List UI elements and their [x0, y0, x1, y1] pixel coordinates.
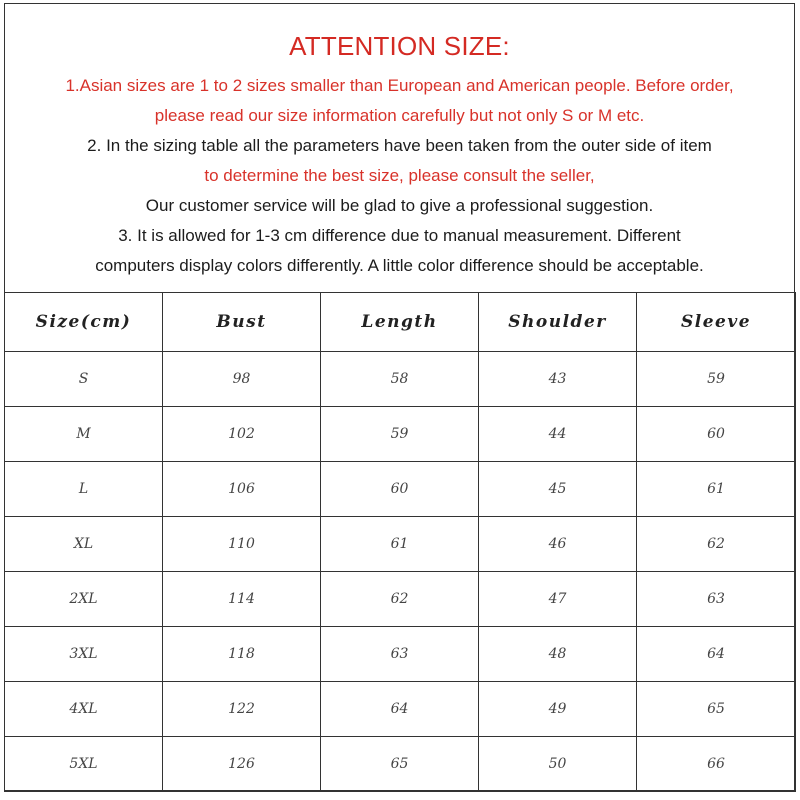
cell-length: 65: [321, 737, 479, 792]
cell-shoulder: 47: [479, 572, 637, 627]
table-row: [5, 737, 796, 792]
header-shoulder: Shoulder: [479, 293, 637, 352]
notice-line-6: 3. It is allowed for 1-3 cm difference due to manual measurement. Different: [118, 226, 681, 245]
cell-sleeve: 66: [637, 737, 796, 792]
cell-shoulder: 46: [479, 517, 637, 572]
table-header-row: [5, 293, 796, 352]
header-sleeve: Sleeve: [637, 293, 796, 352]
cell-sleeve: 64: [637, 627, 796, 682]
cell-length: 64: [321, 682, 479, 737]
cell-size: 4XL: [5, 682, 163, 737]
notice-line-3: 2. In the sizing table all the parameters have been taken from the outer side of item: [87, 136, 712, 155]
cell-length: 62: [321, 572, 479, 627]
cell-size: XL: [5, 517, 163, 572]
size-table: [4, 292, 796, 792]
cell-shoulder: 48: [479, 627, 637, 682]
table-row: [5, 352, 796, 407]
cell-length: 60: [321, 462, 479, 517]
cell-size: L: [5, 462, 163, 517]
header-size: Size(cm): [5, 293, 163, 352]
cell-size: 5XL: [5, 737, 163, 792]
cell-length: 63: [321, 627, 479, 682]
table-row: [5, 517, 796, 572]
cell-sleeve: 60: [637, 407, 796, 462]
cell-bust: 118: [163, 627, 321, 682]
cell-bust: 102: [163, 407, 321, 462]
cell-bust: 110: [163, 517, 321, 572]
cell-length: 58: [321, 352, 479, 407]
cell-length: 61: [321, 517, 479, 572]
notice-line-4: to determine the best size, please consult the seller,: [204, 166, 595, 185]
table-row: [5, 627, 796, 682]
cell-shoulder: 43: [479, 352, 637, 407]
cell-sleeve: 63: [637, 572, 796, 627]
table-row: [5, 462, 796, 517]
cell-bust: 106: [163, 462, 321, 517]
cell-size: S: [5, 352, 163, 407]
table-row: [5, 407, 796, 462]
table-body: [5, 352, 796, 792]
cell-bust: 126: [163, 737, 321, 792]
notice-title: ATTENTION SIZE:: [289, 31, 510, 61]
notice-line-2: please read our size information carefully but not only S or M etc.: [154, 106, 645, 125]
cell-length: 59: [321, 407, 479, 462]
notice-line-1: 1.Asian sizes are 1 to 2 sizes smaller than European and American people. Before order,: [65, 76, 734, 95]
cell-bust: 122: [163, 682, 321, 737]
cell-sleeve: 61: [637, 462, 796, 517]
cell-size: 3XL: [5, 627, 163, 682]
attention-notice: [5, 4, 794, 292]
cell-bust: 114: [163, 572, 321, 627]
cell-size: 2XL: [5, 572, 163, 627]
header-bust: Bust: [163, 293, 321, 352]
cell-shoulder: 49: [479, 682, 637, 737]
cell-sleeve: 59: [637, 352, 796, 407]
notice-line-5: Our customer service will be glad to give a professional suggestion.: [145, 196, 654, 215]
cell-shoulder: 44: [479, 407, 637, 462]
header-length: Length: [321, 293, 479, 352]
table-row: [5, 572, 796, 627]
size-chart-frame: [4, 3, 795, 791]
cell-sleeve: 65: [637, 682, 796, 737]
notice-line-7: computers display colors differently. A little color difference should be acceptable.: [95, 256, 704, 275]
cell-bust: 98: [163, 352, 321, 407]
cell-shoulder: 45: [479, 462, 637, 517]
cell-shoulder: 50: [479, 737, 637, 792]
cell-size: M: [5, 407, 163, 462]
cell-sleeve: 62: [637, 517, 796, 572]
table-row: [5, 682, 796, 737]
